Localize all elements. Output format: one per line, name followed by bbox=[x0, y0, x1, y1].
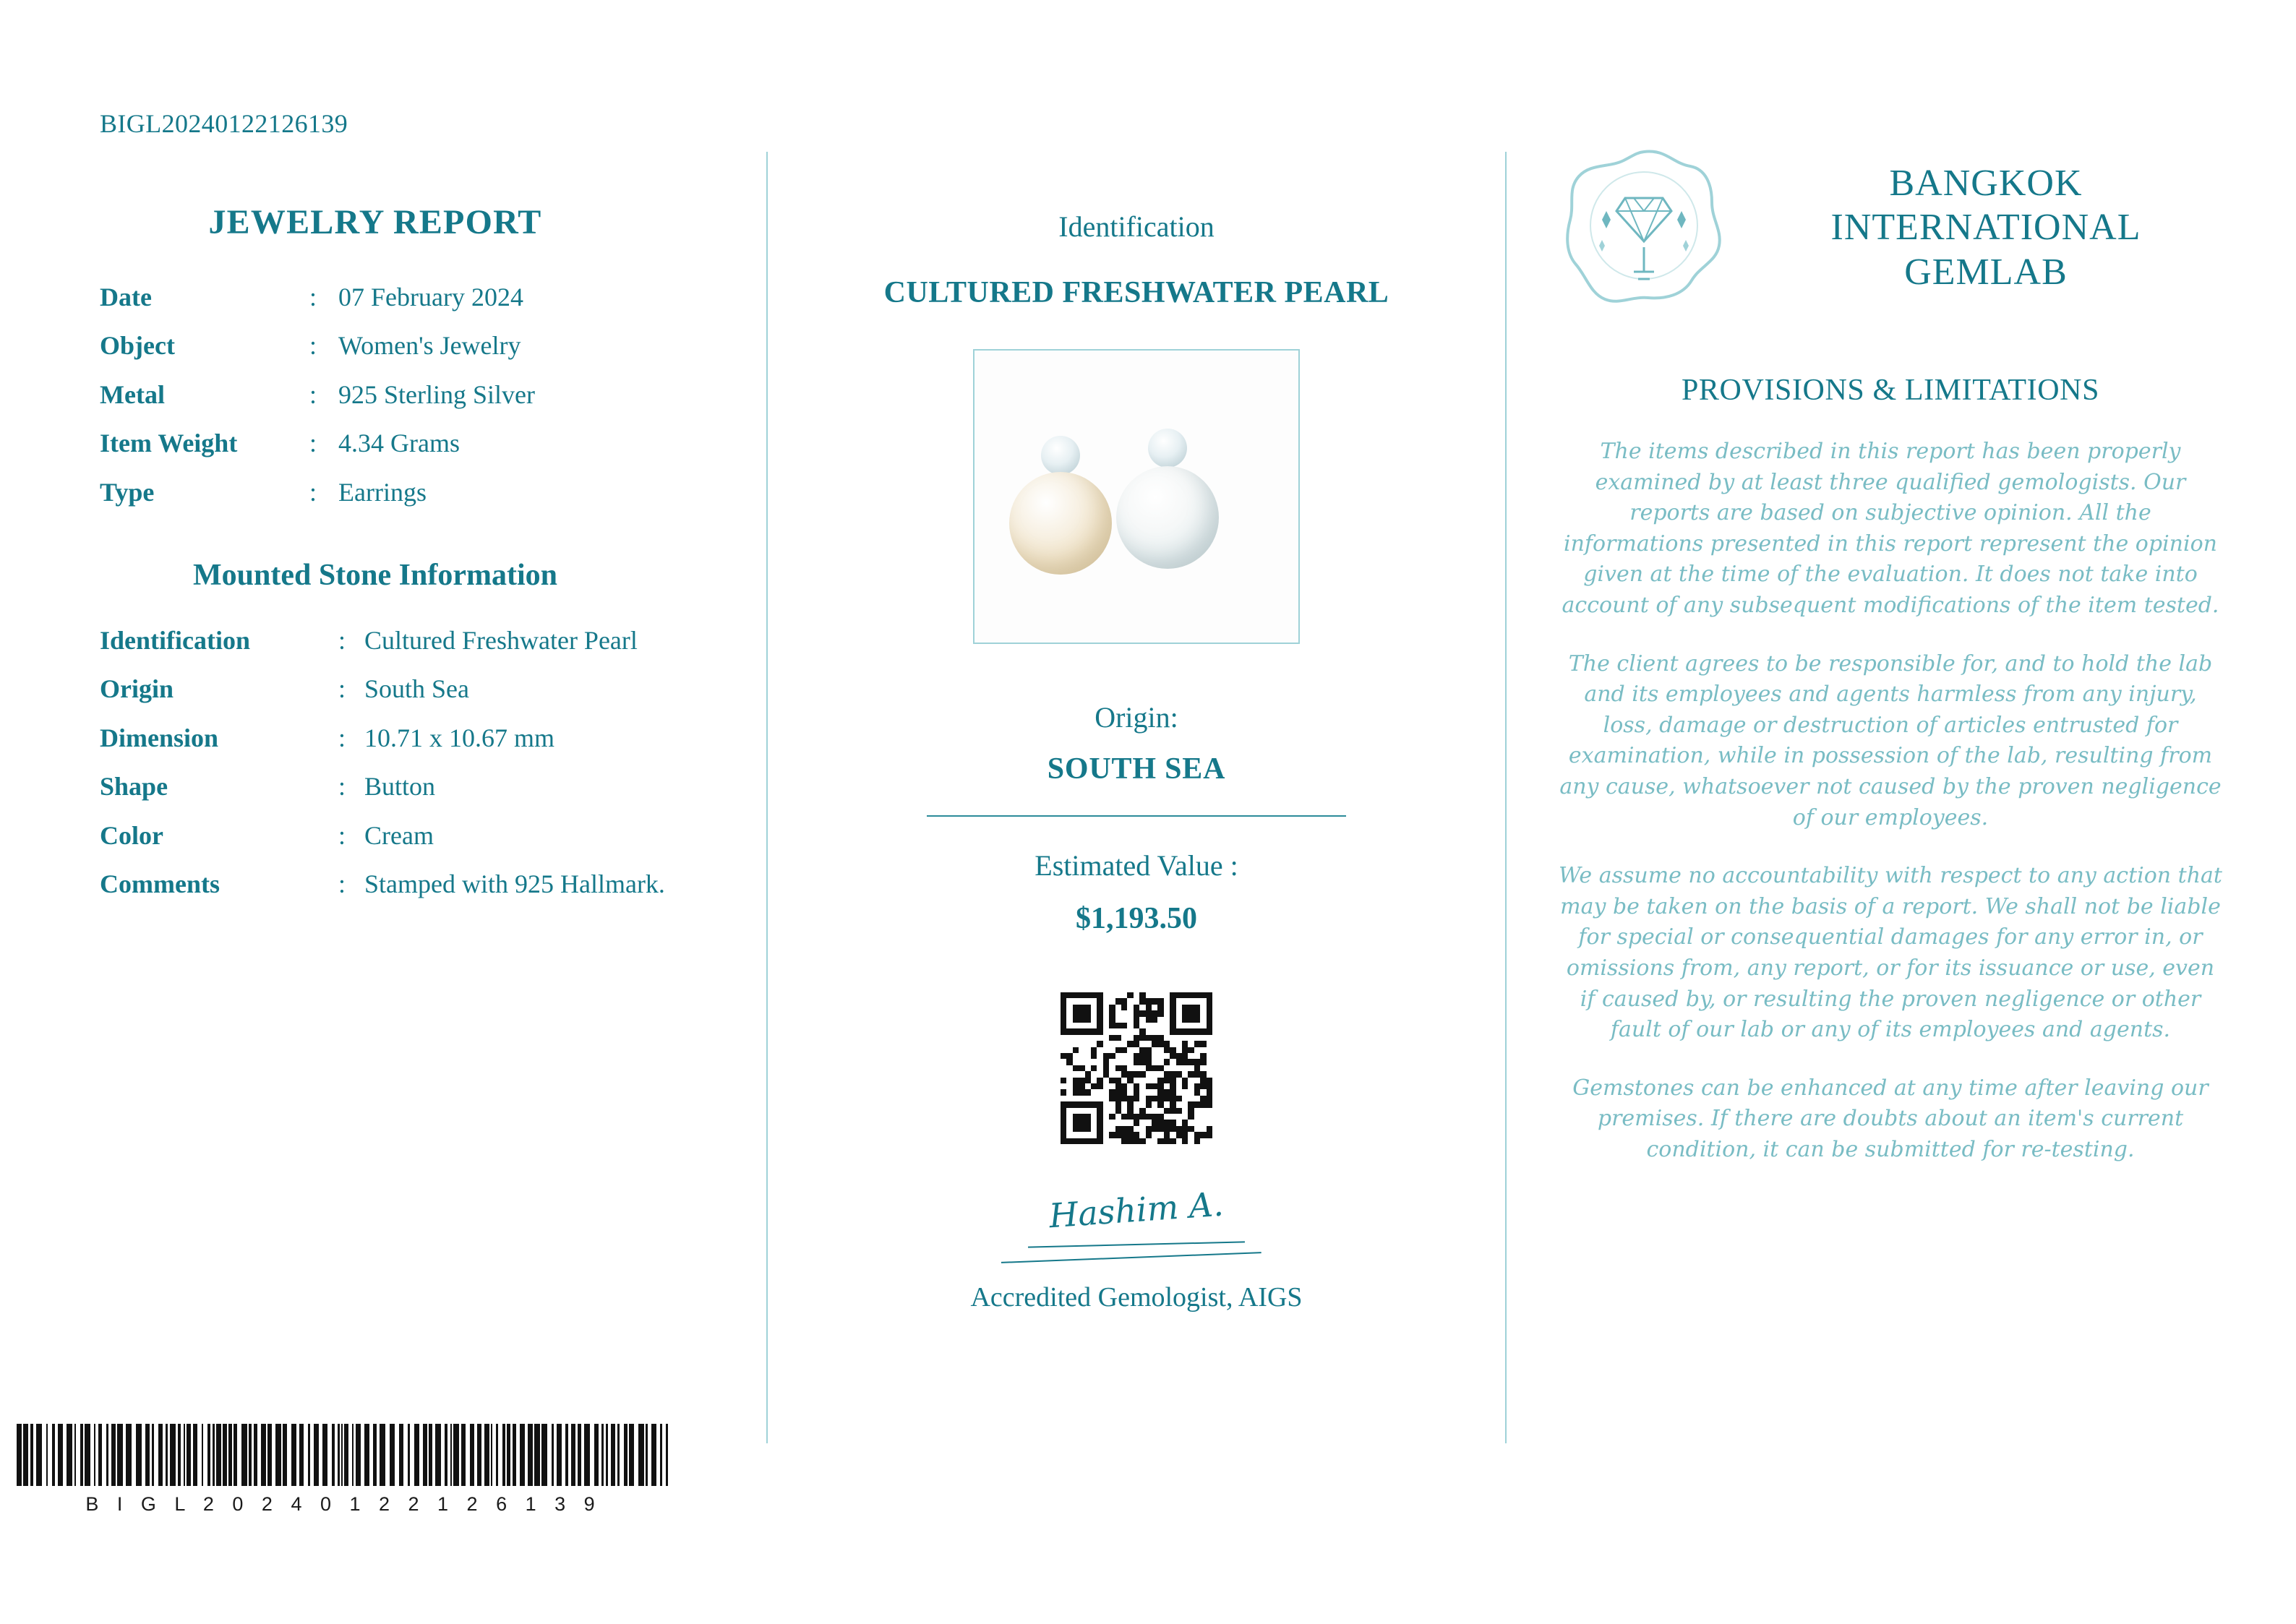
table-row bbox=[100, 821, 737, 869]
row-label: Type bbox=[100, 477, 155, 507]
barcode-image bbox=[17, 1424, 671, 1486]
brand-line-3: GEMLAB bbox=[1904, 251, 2068, 293]
row-colon: : bbox=[338, 674, 346, 704]
provisions-paragraph: Gemstones can be enhanced at any time after leaving our premises. If there are doubts about an item's current condition, it can be submitted for re-testing. bbox=[1572, 1075, 2209, 1162]
table-row bbox=[100, 723, 737, 772]
identification-label: Identification bbox=[1058, 210, 1215, 243]
row-label: Dimension bbox=[100, 723, 219, 752]
brand-line-1: BANGKOK bbox=[1889, 162, 2083, 204]
row-value: Cultured Freshwater Pearl bbox=[364, 625, 638, 655]
general-info-table bbox=[100, 283, 737, 526]
page-title: JEWELRY REPORT bbox=[208, 203, 542, 241]
row-colon: : bbox=[338, 625, 346, 655]
barcode-area bbox=[0, 1417, 766, 1516]
left-content bbox=[0, 202, 766, 918]
table-row bbox=[100, 772, 737, 820]
row-value: Women's Jewelry bbox=[338, 331, 521, 361]
row-colon: : bbox=[338, 820, 346, 850]
mounted-stone-table bbox=[100, 626, 737, 918]
row-value: South Sea bbox=[364, 674, 470, 704]
row-label: Comments bbox=[100, 869, 220, 898]
row-value: Button bbox=[364, 772, 436, 802]
origin-label: Origin: bbox=[1095, 701, 1178, 734]
divider-middle bbox=[927, 815, 1346, 817]
estimated-value-label: Estimated Value : bbox=[1035, 849, 1238, 882]
table-row bbox=[100, 478, 737, 526]
row-value: 925 Sterling Silver bbox=[338, 379, 535, 409]
row-value: Earrings bbox=[338, 477, 427, 507]
diamond-accent-right-icon bbox=[1148, 429, 1187, 468]
row-value: 4.34 Grams bbox=[338, 429, 460, 458]
estimated-value: $1,193.50 bbox=[1076, 902, 1197, 935]
pearl-right bbox=[1116, 466, 1219, 569]
qr-code-icon[interactable] bbox=[1061, 992, 1212, 1144]
signature-underline-2 bbox=[1001, 1252, 1261, 1263]
row-label: Identification bbox=[100, 625, 251, 655]
report-id: BIGL20240122126139 bbox=[100, 109, 348, 138]
row-label: Object bbox=[100, 331, 175, 361]
provisions-paragraph: We assume no accountability with respect to any action that may be taken on the basis of a report. We shall not be liable for special or consequential damages for any error in, or omissions from, any report, or for its issuance or use, even if caused by, or resulting the proven negligence or other fault of our lab or any of its employees and agents. bbox=[1559, 863, 2222, 1043]
row-label: Metal bbox=[100, 379, 165, 409]
row-label: Shape bbox=[100, 772, 168, 802]
provisions-paragraph: The items described in this report has been properly examined by at least three qualified gemologists. Our reports are based on subjective opinion. All the informations presented in this report represent the opinion given at the time of the evaluation. It does not take into account of any subsequent modifications of the item tested. bbox=[1562, 439, 2219, 618]
row-colon: : bbox=[338, 723, 346, 752]
table-row bbox=[100, 674, 737, 723]
table-row bbox=[100, 380, 737, 429]
gem-photo bbox=[973, 349, 1300, 644]
row-value: 07 February 2024 bbox=[338, 283, 523, 312]
row-colon: : bbox=[309, 283, 317, 312]
row-label: Item Weight bbox=[100, 429, 238, 458]
provisions-title: PROVISIONS & LIMITATIONS bbox=[1681, 374, 2100, 407]
mounted-stone-heading: Mounted Stone Information bbox=[192, 558, 558, 592]
table-row bbox=[100, 331, 737, 379]
row-colon: : bbox=[338, 869, 346, 898]
row-value: Stamped with 925 Hallmark. bbox=[364, 869, 665, 898]
table-row bbox=[100, 283, 737, 331]
row-value: Cream bbox=[364, 820, 434, 850]
pearl-left bbox=[1009, 472, 1112, 575]
row-label: Color bbox=[100, 820, 163, 850]
left-column bbox=[0, 0, 766, 1624]
origin-value: SOUTH SEA bbox=[1047, 752, 1226, 786]
signature bbox=[768, 1184, 1505, 1270]
brand-title bbox=[1755, 161, 2224, 294]
signature-text: Hashim A. bbox=[1048, 1184, 1225, 1236]
row-colon: : bbox=[309, 331, 317, 361]
barcode-label: B I G L 2 0 2 4 0 1 2 2 1 2 6 1 3 9 bbox=[85, 1493, 601, 1515]
row-colon: : bbox=[309, 477, 317, 507]
provisions-paragraph: The client agrees to be responsible for, and to hold the lab and its employees and agents harmless from any injury, loss, damage or destruction of articles entrusted for examination, while in possession of the lab, resulting from any cause, whatsoever not caused by the proven negligence of our employees. bbox=[1559, 650, 2222, 830]
middle-column bbox=[768, 0, 1505, 1624]
row-colon: : bbox=[309, 379, 317, 409]
diamond-accent-left-icon bbox=[1041, 436, 1080, 475]
gemlab-logo-icon bbox=[1557, 145, 1731, 311]
row-colon: : bbox=[338, 772, 346, 802]
table-row bbox=[100, 626, 737, 674]
identification-value: CULTURED FRESHWATER PEARL bbox=[883, 276, 1389, 309]
row-colon: : bbox=[309, 429, 317, 458]
signature-underline-1 bbox=[1028, 1241, 1245, 1247]
table-row bbox=[100, 429, 737, 477]
row-value: 10.71 x 10.67 mm bbox=[364, 723, 555, 752]
right-column bbox=[1507, 0, 2296, 1624]
row-label: Origin bbox=[100, 674, 174, 704]
brand-line-2: INTERNATIONAL bbox=[1830, 207, 2141, 249]
brand-header bbox=[1557, 145, 2224, 311]
row-label: Date bbox=[100, 283, 152, 312]
signature-caption: Accredited Gemologist, AIGS bbox=[970, 1282, 1303, 1312]
table-row bbox=[100, 869, 737, 918]
